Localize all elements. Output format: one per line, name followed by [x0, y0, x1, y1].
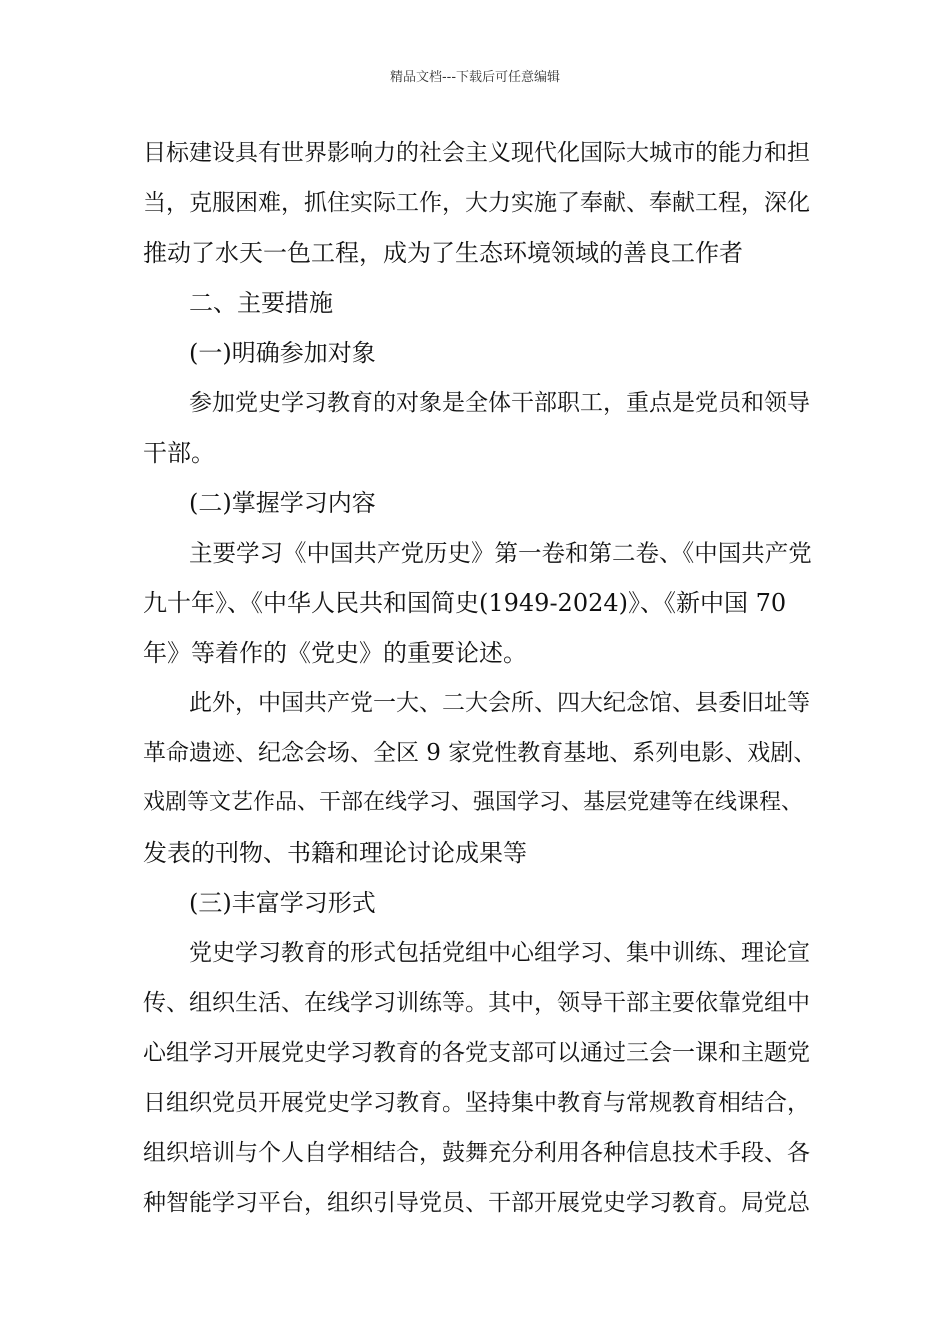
text-line: 年》等着作的《党史》的重要论述。 [143, 639, 527, 667]
text-line: 传、组织生活、在线学习训练等。其中，领导干部主要依靠党组中 [143, 990, 810, 1016]
text-line: 推动了水天一色工程，成为了生态环境领域的善良工作者 [143, 239, 743, 267]
text-line: 党史学习教育的形式包括党组中心组学习、集中训练、理论宣 [189, 940, 810, 966]
text-line: 九十年》、《中华人民共和国简史(1949-2024)》、《新中国 70 [143, 589, 787, 617]
text-line: 发表的刊物、书籍和理论讨论成果等 [143, 839, 527, 867]
text-line: 心组学习开展党史学习教育的各党支部可以通过三会一课和主题党 [143, 1040, 810, 1066]
text-line: (三)丰富学习形式 [189, 889, 376, 917]
text-line: 种智能学习平台，组织引导党员、干部开展党史学习教育。局党总 [143, 1190, 810, 1216]
text-line: 主要学习《中国共产党历史》第一卷和第二卷、《中国共产党 [189, 539, 812, 567]
text-line: 干部。 [143, 439, 215, 467]
text-line: 当，克服困难，抓住实际工作，大力实施了奉献、奉献工程，深化 [143, 190, 810, 216]
text-line: 组织培训与个人自学相结合，鼓舞充分利用各种信息技术手段、各 [143, 1140, 810, 1166]
text-line: 日组织党员开展党史学习教育。坚持集中教育与常规教育相结合， [143, 1090, 810, 1116]
document-body [143, 128, 815, 1228]
text-line: 革命遗迹、纪念会场、全区 9 家党性教育基地、系列电影、戏剧、 [143, 740, 817, 766]
text-line: 参加党史学习教育的对象是全体干部职工，重点是党员和领导 [189, 390, 810, 416]
text-line: 此外，中国共产党一大、二大会所、四大纪念馆、县委旧址等 [189, 690, 810, 716]
text-line: 目标建设具有世界影响力的社会主义现代化国际大城市的能力和担 [143, 140, 810, 166]
text-line: (二)掌握学习内容 [189, 489, 376, 517]
page-header: 精品文档---下载后可任意编辑 [389, 70, 561, 85]
text-line: 戏剧等文艺作品、干部在线学习、强国学习、基层党建等在线课程、 [143, 790, 804, 815]
text-line: (一)明确参加对象 [189, 339, 376, 367]
text-line: 二、主要措施 [189, 289, 333, 317]
